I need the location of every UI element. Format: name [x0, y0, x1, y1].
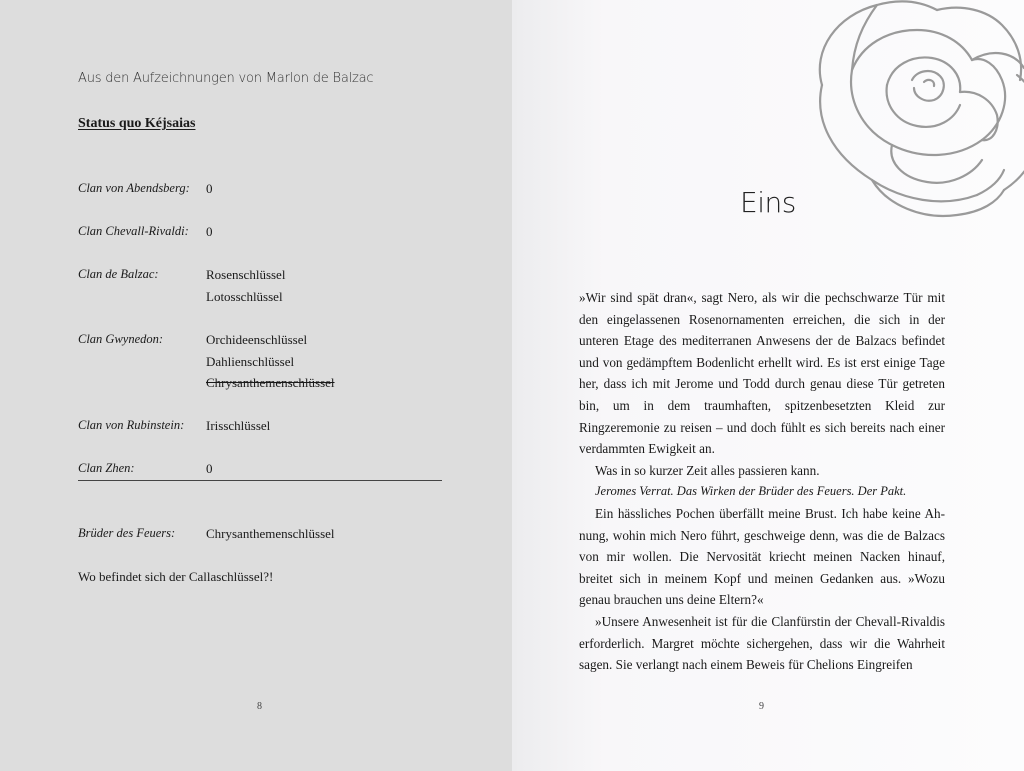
clan-keys — [206, 418, 270, 440]
clan-name: Clan von Rubinstein: — [78, 418, 185, 432]
clan-key: 0 — [206, 224, 213, 239]
paragraph: »Wir sind spät dran«, sagt Nero, als wir die pechschwarze Tür mit den eingelassenen Rosenornamenten erreichen, die sich in der unteren Etage des mediterranen Anwesens der de Balzacs befindet und von gedämpftem Bodenlicht erhellt wird. Es ist erst einige Tage her, dass ich mit Jerome und Todd durch genau diese Tür getreten bin, um in dem traumhaften, spitzenbesetzten Kleid zur Ringzeremonie zu reisen – und doch fühlt es sich bereits nach einer verdammten Ewigkeit an. — [579, 290, 945, 457]
clan-keys — [206, 332, 335, 397]
divider — [78, 480, 442, 481]
brothers-name: Brüder des Feuers: — [78, 526, 176, 540]
paragraph: Ein hässliches Pochen überfällt meine Brust. Ich habe keine Ahnung, wohin mich Nero führt, geschweige denn, was die de Balzacs von mir wollen. Die Nervosität kriecht meinen Nacken hinauf, breitet sich in meinem Kopf und meinen Gedanken aus. »Wozu genau brauchen uns deine Eltern?« — [579, 505, 945, 608]
question: Wo befindet sich der Callaschlüssel?! — [78, 569, 274, 584]
clan-key: Irisschlüssel — [206, 418, 271, 433]
running-head: Aus den Aufzeichnungen von Marlon de Balzac — [78, 71, 374, 86]
clan-name: Clan Gwynedon: — [78, 332, 164, 346]
clan-name: Clan Chevall-Rivaldi: — [78, 224, 189, 238]
clan-key: Lotosschlüssel — [206, 288, 283, 304]
clan-key: Orchideenschlüssel — [206, 332, 308, 347]
clan-name: Clan Zhen: — [78, 461, 135, 475]
clan-key: 0 — [206, 461, 213, 476]
clan-keys — [206, 224, 213, 246]
clan-key: 0 — [206, 181, 213, 196]
clan-key: Dahlienschlüssel — [206, 353, 295, 369]
clan-name: Clan de Balzac: — [78, 267, 159, 281]
brothers-keys — [206, 526, 335, 548]
brothers-key: Chrysanthemenschlüssel — [206, 526, 335, 541]
clan-keys — [206, 267, 285, 310]
clan-name: Clan von Abendsberg: — [78, 181, 190, 195]
paragraph: Was in so kurzer Zeit alles passieren kann. — [595, 462, 820, 478]
page-number-right: 9 — [759, 701, 764, 712]
right-page — [512, 0, 1024, 771]
paragraph: »Unsere Anwesenheit ist für die Clanfürstin der Chevall-Rivaldis erforderlich. Margret möchte sichergehen, dass wir die Wahrheit sagen. Sie verlangt nach einem Beweis für Chelions Eingreifen — [579, 613, 945, 673]
chapter-title: Eins — [740, 186, 796, 219]
page-number-left: 8 — [257, 701, 262, 712]
body-text — [579, 287, 945, 676]
clan-key: Rosenschlüssel — [206, 267, 286, 282]
clan-keys — [206, 181, 213, 203]
rose-illustration-icon — [792, 0, 1024, 230]
paragraph-italic: Jeromes Verrat. Das Wirken der Brüder des Feuers. Der Pakt. — [595, 484, 907, 499]
clan-key-struck: Chrysanthemenschlüssel — [206, 375, 335, 391]
status-title: Status quo Kéjsaias — [78, 116, 196, 131]
